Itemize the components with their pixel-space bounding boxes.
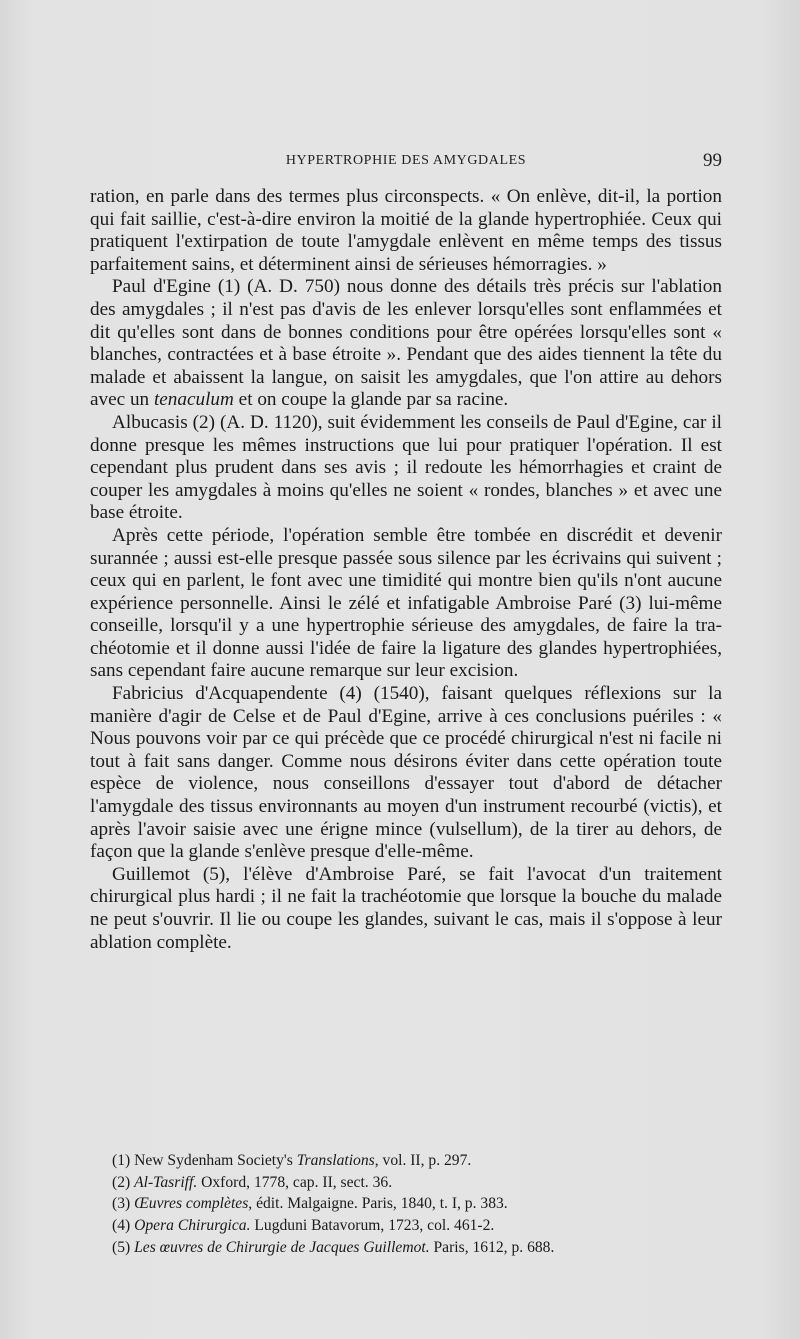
paragraph (90, 683, 722, 864)
paragraph-text: Fabricius d'Acquapendente (4) (1540), faisant quelques réflexions sur la manière d'agir de Celse et de Paul d'Egine, arrive à ces conclusions puériles : « Nous pouvons voir par ce qui précède que ce procédé chirurgical n'est ni facile ni tout à fait sans danger. Comme nous désirons éviter dans cette opération toute espèce de violence, nous conseillons d'essayer tout d'abord de détacher l'amygdale des tissus environnants au moyen d'un instrument recourbé (victis), et après l'avoir saisie avec une érigne mince (vulsellum), de la tirer au dehors, de façon que la glande s'enlève presque d'elle-même. (90, 683, 722, 863)
footnote-text: (1) New Sydenham Society's (112, 1152, 297, 1169)
footnote (112, 1237, 722, 1259)
footnote-text: , vol. II, p. 297. (374, 1152, 472, 1169)
footnote (112, 1150, 722, 1172)
paragraph (90, 864, 722, 954)
body-text (90, 186, 722, 954)
footnote-text: (3) (112, 1195, 135, 1213)
italic-text: tenaculum (153, 389, 234, 411)
footnote-title: Al-Tasriff. (134, 1173, 198, 1191)
paragraph-text: Guillemot (5), l'élève d'Ambroise Paré, se fait l'avocat d'un traitement chirurgical plus hardi ; il ne fait la trachéotomie que lorsque la bouche du malade ne peut s'ouvrir. Il lie ou coupe les glandes, suivant le cas, mais il s'oppose à leur ablation complète. (90, 863, 722, 953)
paragraph (90, 412, 722, 525)
footnote-text: (4) (112, 1217, 135, 1235)
footnote-title: Les œuvres de Chirurgie de Jacques Guillemot. (134, 1238, 430, 1256)
footnotes (112, 1150, 722, 1259)
footnote (112, 1193, 722, 1215)
paragraph (90, 186, 722, 276)
footnote-title: Œuvres complètes (134, 1195, 249, 1213)
running-header (90, 150, 722, 174)
paragraph (90, 525, 722, 683)
footnote (112, 1215, 722, 1237)
footnote (112, 1172, 722, 1194)
paragraph (90, 276, 722, 412)
footnote-text: Paris, 1612, p. 688. (429, 1238, 555, 1256)
page-number: 99 (703, 150, 722, 171)
footnote-text: Oxford, 1778, cap. II, sect. 36. (197, 1173, 393, 1191)
footnote-text: , édit. Malgaigne. Paris, 1840, t. I, p. 383. (248, 1195, 508, 1213)
paragraph-text: Après cette période, l'opération semble être tombée en discrédit et devenir surannée ; aussi est-elle presque passée sous silence par les écrivains qui suivent ; ceux qui en parlent, le font avec une timidité qui montre bien qu'ils n'ont aucune expérience personnelle. Ainsi le zélé et infatigable Ambroise Paré (3) lui-même conseille, lorsqu'il y a une hypertrophie sérieuse des amygdales, de faire la trachéotomie et il donne aussi l'idée de faire la ligature des glandes hypertrophiées, sans cependant faire aucune remarque sur leur excision. (90, 524, 722, 682)
paragraph-text: Albucasis (2) (A. D. 1120), suit évidemment les conseils de Paul d'Egine, car il donne presque les mêmes instructions que lui pour pratiquer l'opération. Il est cependant plus prudent dans ses avis ; il redoute les hémorrhagies et craint de couper les amygdales à moins qu'elles ne soient « rondes, blanches » et avec une base étroite. (90, 411, 722, 524)
paragraph-text: Paul d'Egine (1) (A. D. 750) nous donne des détails très précis sur l'ablation des amygdales ; il n'est pas d'avis de les enlever lorsqu'elles sont enflammées et dit qu'elles sont dans de bonnes conditions pour être opérées lorsqu'elles sont « blanches, contractées et à base étroite ». Pendant que des aides tiennent la tête du malade et abaissent la langue, on saisit les amygdales, que l'on attire au dehors avec un (90, 276, 722, 411)
footnote-text: Lugduni Batavorum, 1723, col. 461-2. (250, 1217, 495, 1235)
footnote-title: Translations (296, 1152, 375, 1169)
footnote-title: Opera Chirurgica. (134, 1217, 251, 1235)
paragraph-text: et on coupe la glande par sa racine. (233, 389, 509, 411)
footnote-text: (2) (112, 1173, 135, 1191)
paragraph-text: ration, en parle dans des termes plus circonspects. « On enlève, dit-il, la portion qui fait saillie, c'est-à-dire environ la moitié de la glande hypertrophiée. Ceux qui pratiquent l'extirpation de toute l'amygdale enlèvent en même temps des tissus parfaitement sains, et déterminent ainsi de sérieuses hémorragies. » (90, 186, 722, 275)
footnote-text: (5) (112, 1238, 135, 1256)
running-title: HYPERTROPHIE DES AMYGDALES (285, 153, 527, 168)
